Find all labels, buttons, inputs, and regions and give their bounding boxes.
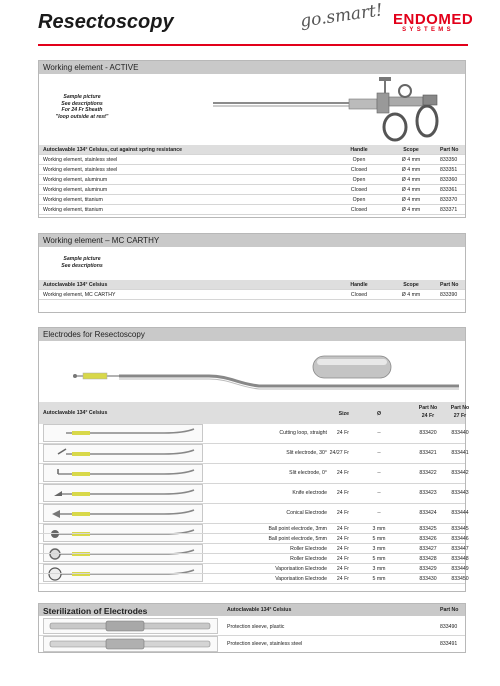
header-divider	[38, 44, 468, 46]
active-spec-table	[39, 145, 465, 215]
electrode-table-header: Autoclavable 134° Celsius Size Ø Part No 24 Fr Part No 27 Fr	[39, 402, 465, 424]
logo-sub: SYSTEMS	[402, 27, 454, 33]
panel-heading: Sterilization of Electrodes Autoclavable 134° Celsius Part No	[39, 604, 465, 616]
electrode-sample-picture	[69, 350, 459, 400]
logo-main: ENDOMED	[393, 11, 474, 28]
table-row: Working element, titanium Closed Ø 4 mm 833371	[39, 205, 465, 215]
panel-working-element-active	[38, 60, 466, 218]
table-row: Working element, stainless steel Open Ø 4 mm 833350	[39, 155, 465, 165]
table-row: Ball point electrode, 3mm 24 Fr 3 mm 833425 833445	[39, 524, 465, 534]
page-title: Resectoscopy	[38, 11, 174, 33]
table-row: Roller Electrode 24 Fr 3 mm 833427 833447	[39, 544, 465, 554]
table-row: Vaporisation Electrode 24 Fr 5 mm 833430 833450	[39, 574, 465, 584]
table-row: Conical Electrode 24 Fr -- 833424 833444	[39, 504, 465, 524]
slogan: go.smart!	[299, 0, 384, 32]
panel-heading: Working element – MC CARTHY	[39, 234, 465, 247]
panel-electrodes	[38, 327, 470, 592]
table-row: Protection sleeve, plastic 833490	[39, 618, 465, 636]
table-row: Protection sleeve, stainless steel 833491	[227, 641, 458, 647]
table-row: Working element, aluminum Open Ø 4 mm 833360	[39, 175, 465, 185]
table-row: Working element, titanium Open Ø 4 mm 833370	[39, 195, 465, 205]
table-row: Working element, MC CARTHY Closed Ø 4 mm 833390	[39, 290, 465, 300]
sample-note: Sample picture See descriptions	[61, 256, 103, 269]
sample-note: Sample picture See descriptions For 24 Fr Sheath "loop outside at rest"	[55, 94, 109, 120]
table-row: Vaporisation Electrode 24 Fr 3 mm 833429 833449	[39, 564, 465, 574]
table-row: Working element, stainless steel Closed Ø 4 mm 833351	[39, 165, 465, 175]
panel-heading: Electrodes for Resectoscopy	[39, 328, 465, 341]
table-row: Slit electrode, 0° 24 Fr -- 833422 833442	[39, 464, 465, 484]
brand-logo	[393, 11, 474, 34]
mccarthy-spec-table	[39, 280, 465, 300]
table-header-row: Autoclavable 134° Celsius, cut against spring resistance Handle Scope Part No	[39, 145, 465, 155]
working-element-active-picture	[209, 75, 459, 143]
table-row: Cutting loop, straight 24 Fr -- 833420 833440	[39, 424, 465, 444]
table-header-row: Autoclavable 134° Celsius Handle Scope Part No	[39, 280, 465, 290]
table-row: Roller Electrode 24 Fr 5 mm 833428 833448	[39, 554, 465, 564]
table-row: Knife electrode 24 Fr -- 833423 833443	[39, 484, 465, 504]
panel-heading: Working element - ACTIVE	[39, 61, 465, 74]
table-row: Slit electrode, 30° 24/27 Fr -- 833421 833441	[39, 444, 465, 464]
table-row: Working element, aluminum Closed Ø 4 mm 833361	[39, 185, 465, 195]
table-row: Ball point electrode, 5mm 24 Fr 5 mm 833426 833446	[39, 534, 465, 544]
page-header	[0, 0, 500, 50]
panel-sterilization	[38, 603, 466, 653]
panel-working-element-mccarthy	[38, 233, 466, 313]
